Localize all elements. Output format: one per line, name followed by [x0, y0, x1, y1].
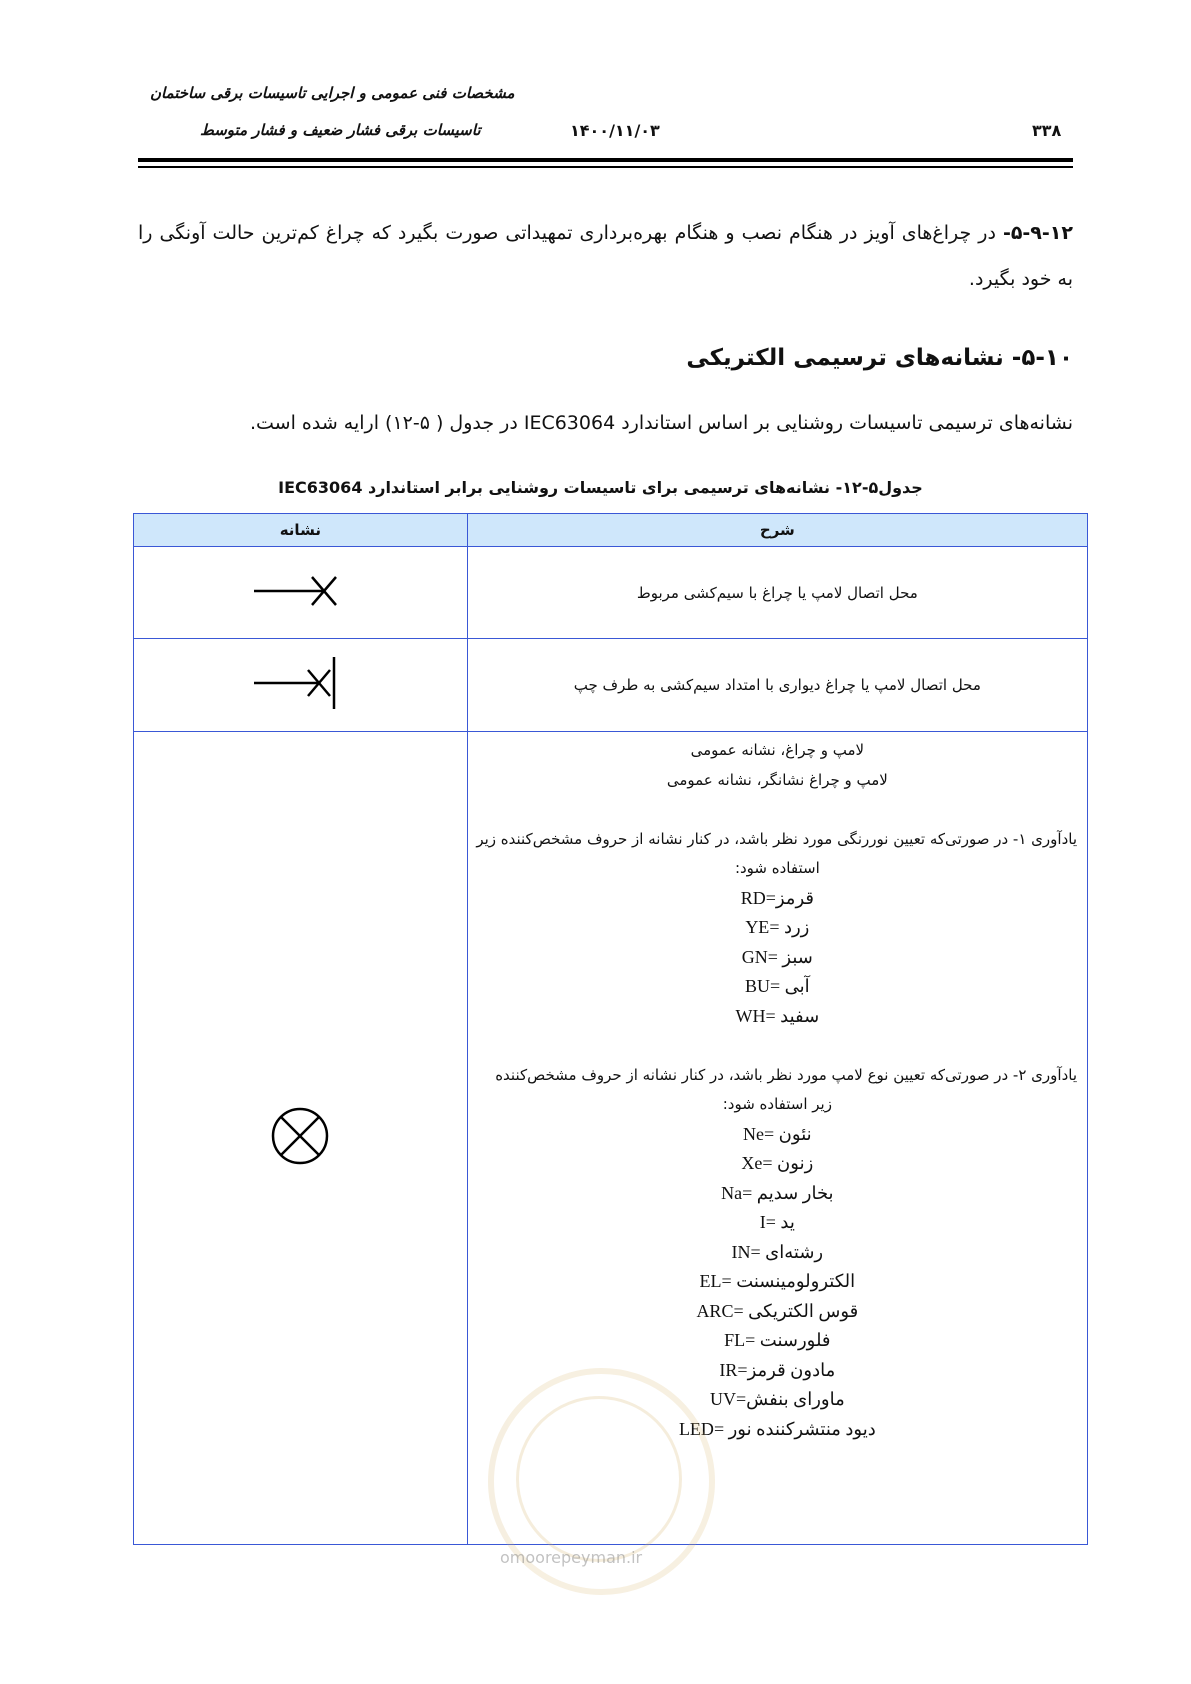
- paragraph-number: ۵-۹-۱۲-: [1002, 222, 1073, 244]
- desc-line: لامپ و چراغ نشانگر، نشانه عمومی: [666, 770, 888, 789]
- symbol-cell: [134, 732, 468, 1545]
- watermark-text: omoorepeyman.ir: [500, 1548, 643, 1567]
- header-date: ۱۴۰۰/۱۱/۰۳: [570, 121, 660, 140]
- color-code: سفید =WH: [735, 1005, 820, 1026]
- page-number: ۳۳۸: [1032, 121, 1062, 140]
- note-2: یادآوری ۲- در صورتی‌که تعیین نوع لامپ مورد نظر باشد، در کنار نشانه از حروف مشخص‌کننده: [495, 1065, 1077, 1084]
- header-symbol: نشانه: [134, 514, 468, 547]
- color-code: قرمز=RD: [740, 887, 814, 908]
- desc-line: لامپ و چراغ، نشانه عمومی: [690, 741, 865, 759]
- table-caption: جدول۵-۱۲- نشانه‌های ترسیمی برای تاسیسات روشنایی برابر استاندارد IEC63064: [278, 478, 923, 497]
- note-1-cont: استفاده شود:: [734, 859, 820, 877]
- row-description: محل اتصال لامپ یا چراغ دیواری با امتداد سیم‌کشی به طرف چپ: [467, 639, 1087, 732]
- lamp-type-code: رشته‌ای =IN: [731, 1241, 824, 1262]
- lamp-type-code: الکترولومینسنت =EL: [699, 1271, 856, 1291]
- table-row: [134, 547, 1088, 639]
- section-intro: نشانه‌های ترسیمی تاسیسات روشنایی بر اساس استاندارد IEC63064 در جدول ( ۵-۱۲) ارایه شده است.: [249, 412, 1073, 434]
- section-heading: ۵-۱۰- نشانه‌های ترسیمی الکتریکی: [686, 345, 1073, 371]
- lamp-type-code: نئون =Ne: [743, 1123, 812, 1144]
- table-header-row: [134, 514, 1088, 547]
- lamp-type-code: مادون قرمز=IR: [719, 1359, 836, 1380]
- lamp-connection-icon: [250, 571, 350, 611]
- symbol-cell: [134, 639, 468, 732]
- header-title: مشخصات فنی عمومی و اجرایی تاسیسات برقی ساختمان: [150, 84, 515, 102]
- table-row: [134, 639, 1088, 732]
- lamp-type-code: دیود منتشرکننده نور =LED: [678, 1418, 876, 1439]
- header-rule: [138, 158, 1073, 162]
- lamp-type-code: ید =I: [759, 1212, 795, 1232]
- header-subtitle: تاسیسات برقی فشار ضعیف و فشار متوسط: [200, 121, 481, 139]
- lamp-type-code: فلورسنت =FL: [724, 1330, 831, 1350]
- note-1: یادآوری ۱- در صورتی‌که تعیین نوررنگی مورد نظر باشد، در کنار نشانه از حروف مشخص‌کننده زیر: [476, 829, 1077, 848]
- symbol-cell: [134, 547, 468, 639]
- header-description: شرح: [467, 514, 1087, 547]
- header-rule-thin: [138, 166, 1073, 168]
- note-2-cont: زیر استفاده شود:: [722, 1095, 832, 1113]
- wall-lamp-connection-icon: [250, 651, 350, 715]
- lamp-type-code: بخار سدیم =Na: [721, 1182, 834, 1203]
- color-code: زرد =YE: [745, 917, 810, 937]
- row-description: محل اتصال لامپ یا چراغ با سیم‌کشی مربوط: [467, 547, 1087, 639]
- lamp-type-code: قوس الکتریکی =ARC: [696, 1300, 859, 1321]
- lamp-type-code: ماورای بنفش=UV: [709, 1389, 845, 1409]
- color-code: سبز =GN: [741, 946, 813, 967]
- color-code: آبی =BU: [745, 976, 810, 996]
- paragraph-text: در چراغ‌های آویز در هنگام نصب و هنگام بهره‌برداری تمهیداتی صورت بگیرد که چراغ کم‌ترین حالت آونگی را به خود بگیرد.: [138, 222, 1073, 290]
- lamp-type-code: زنون =Xe: [741, 1153, 814, 1173]
- lamp-general-icon: [268, 1104, 332, 1168]
- paragraph-5-9-12: [138, 210, 1073, 302]
